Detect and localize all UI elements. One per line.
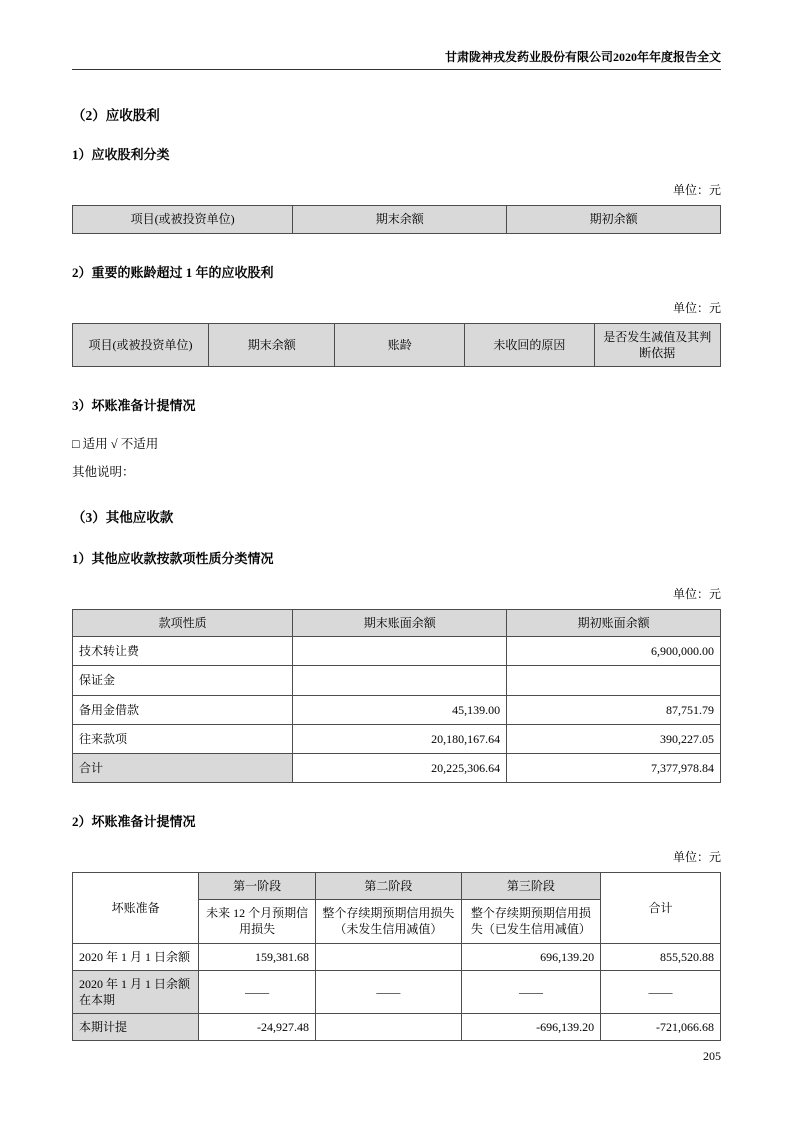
total-label-cell: 合计	[73, 753, 293, 782]
sub-bad-debt-provision-other: 2）坏账准备计提情况	[72, 814, 196, 830]
stage-header-cell: 第二阶段	[315, 873, 461, 900]
value-cell: 6,900,000.00	[507, 637, 721, 666]
row-label-cell: 保证金	[73, 666, 293, 695]
value-cell: 159,381.68	[199, 943, 316, 970]
table-header-row	[73, 609, 721, 636]
value-cell: ——	[199, 970, 316, 1013]
value-cell: 696,139.20	[461, 943, 600, 970]
header-cell: 期末余额	[209, 323, 335, 366]
header-cell: 期初账面余额	[507, 609, 721, 636]
value-cell: 20,180,167.64	[293, 724, 507, 753]
table-row	[73, 637, 721, 666]
subheader-cell: 整个存续期预期信用损失（已发生信用减值）	[461, 900, 600, 943]
value-cell	[315, 1014, 461, 1041]
value-cell: 87,751.79	[507, 695, 721, 724]
section-dividends-title: （2）应收股利	[72, 108, 160, 124]
dividend-aging-table	[72, 323, 721, 367]
value-cell	[315, 943, 461, 970]
section-other-receivables-title: （3）其他应收款	[72, 509, 174, 525]
value-cell: -24,927.48	[199, 1014, 316, 1041]
bad-debt-provision-table	[72, 872, 721, 1041]
value-cell	[293, 666, 507, 695]
nature-classification-table	[72, 609, 721, 783]
value-cell	[507, 666, 721, 695]
subheader-cell: 整个存续期预期信用损失（未发生信用减值）	[315, 900, 461, 943]
header-cell: 未收回的原因	[465, 323, 595, 366]
value-cell: 20,225,306.64	[293, 753, 507, 782]
row-label-cell: 本期计提	[73, 1014, 199, 1041]
corner-header-cell: 坏账准备	[73, 873, 199, 944]
stage-header-cell: 第三阶段	[461, 873, 600, 900]
header-cell: 款项性质	[73, 609, 293, 636]
header-cell: 项目(或被投资单位)	[73, 323, 209, 366]
row-label-cell: 2020 年 1 月 1 日余额在本期	[73, 970, 199, 1013]
subheader-cell: 未来 12 个月预期信用损失	[199, 900, 316, 943]
table-row	[73, 695, 721, 724]
table-row	[73, 943, 721, 970]
table-header-row	[73, 873, 721, 900]
doc-header	[72, 50, 721, 70]
unit-label-4: 单位：元	[672, 850, 721, 865]
table-header-row	[73, 206, 721, 233]
dividend-classification-table	[72, 205, 721, 233]
table-row	[73, 1014, 721, 1041]
row-label-cell: 技术转让费	[73, 637, 293, 666]
other-note-label: 其他说明：	[72, 464, 135, 479]
header-cell: 期末账面余额	[293, 609, 507, 636]
value-cell: -696,139.20	[461, 1014, 600, 1041]
row-label-cell: 2020 年 1 月 1 日余额	[73, 943, 199, 970]
sub-bad-debt-provision-dividends: 3）坏账准备计提情况	[72, 397, 196, 413]
value-cell: -721,066.68	[601, 1014, 721, 1041]
table-header-row	[73, 323, 721, 366]
header-cell: 项目(或被投资单位)	[73, 206, 293, 233]
value-cell: 390,227.05	[507, 724, 721, 753]
row-label-cell: 往来款项	[73, 724, 293, 753]
row-label-cell: 备用金借款	[73, 695, 293, 724]
sub-dividend-classification: 1）应收股利分类	[72, 147, 170, 163]
header-cell: 期初余额	[507, 206, 721, 233]
unit-label-1: 单位：元	[672, 183, 721, 198]
table-row	[73, 970, 721, 1013]
value-cell: 7,377,978.84	[507, 753, 721, 782]
unit-label-2: 单位：元	[672, 300, 721, 315]
value-cell: ——	[315, 970, 461, 1013]
value-cell	[293, 637, 507, 666]
sub-nature-classification: 1）其他应收款按款项性质分类情况	[72, 550, 274, 566]
value-cell: 855,520.88	[601, 943, 721, 970]
value-cell: ——	[461, 970, 600, 1013]
value-cell: ——	[601, 970, 721, 1013]
sub-dividend-aging: 2）重要的账龄超过 1 年的应收股利	[72, 264, 274, 280]
doc-header-title: 甘肃陇神戎发药业股份有限公司2020年年度报告全文	[444, 50, 721, 64]
header-cell: 账龄	[335, 323, 465, 366]
table-row	[73, 666, 721, 695]
applicability-statement: □ 适用 √ 不适用	[72, 436, 159, 451]
header-cell: 期末余额	[293, 206, 507, 233]
page-number: 205	[703, 1049, 721, 1063]
table-row	[73, 724, 721, 753]
table-row-total	[73, 753, 721, 782]
header-cell: 是否发生减值及其判断依据	[594, 323, 720, 366]
stage-header-cell: 第一阶段	[199, 873, 316, 900]
value-cell: 45,139.00	[293, 695, 507, 724]
unit-label-3: 单位：元	[672, 586, 721, 601]
total-header-cell: 合计	[601, 873, 721, 944]
